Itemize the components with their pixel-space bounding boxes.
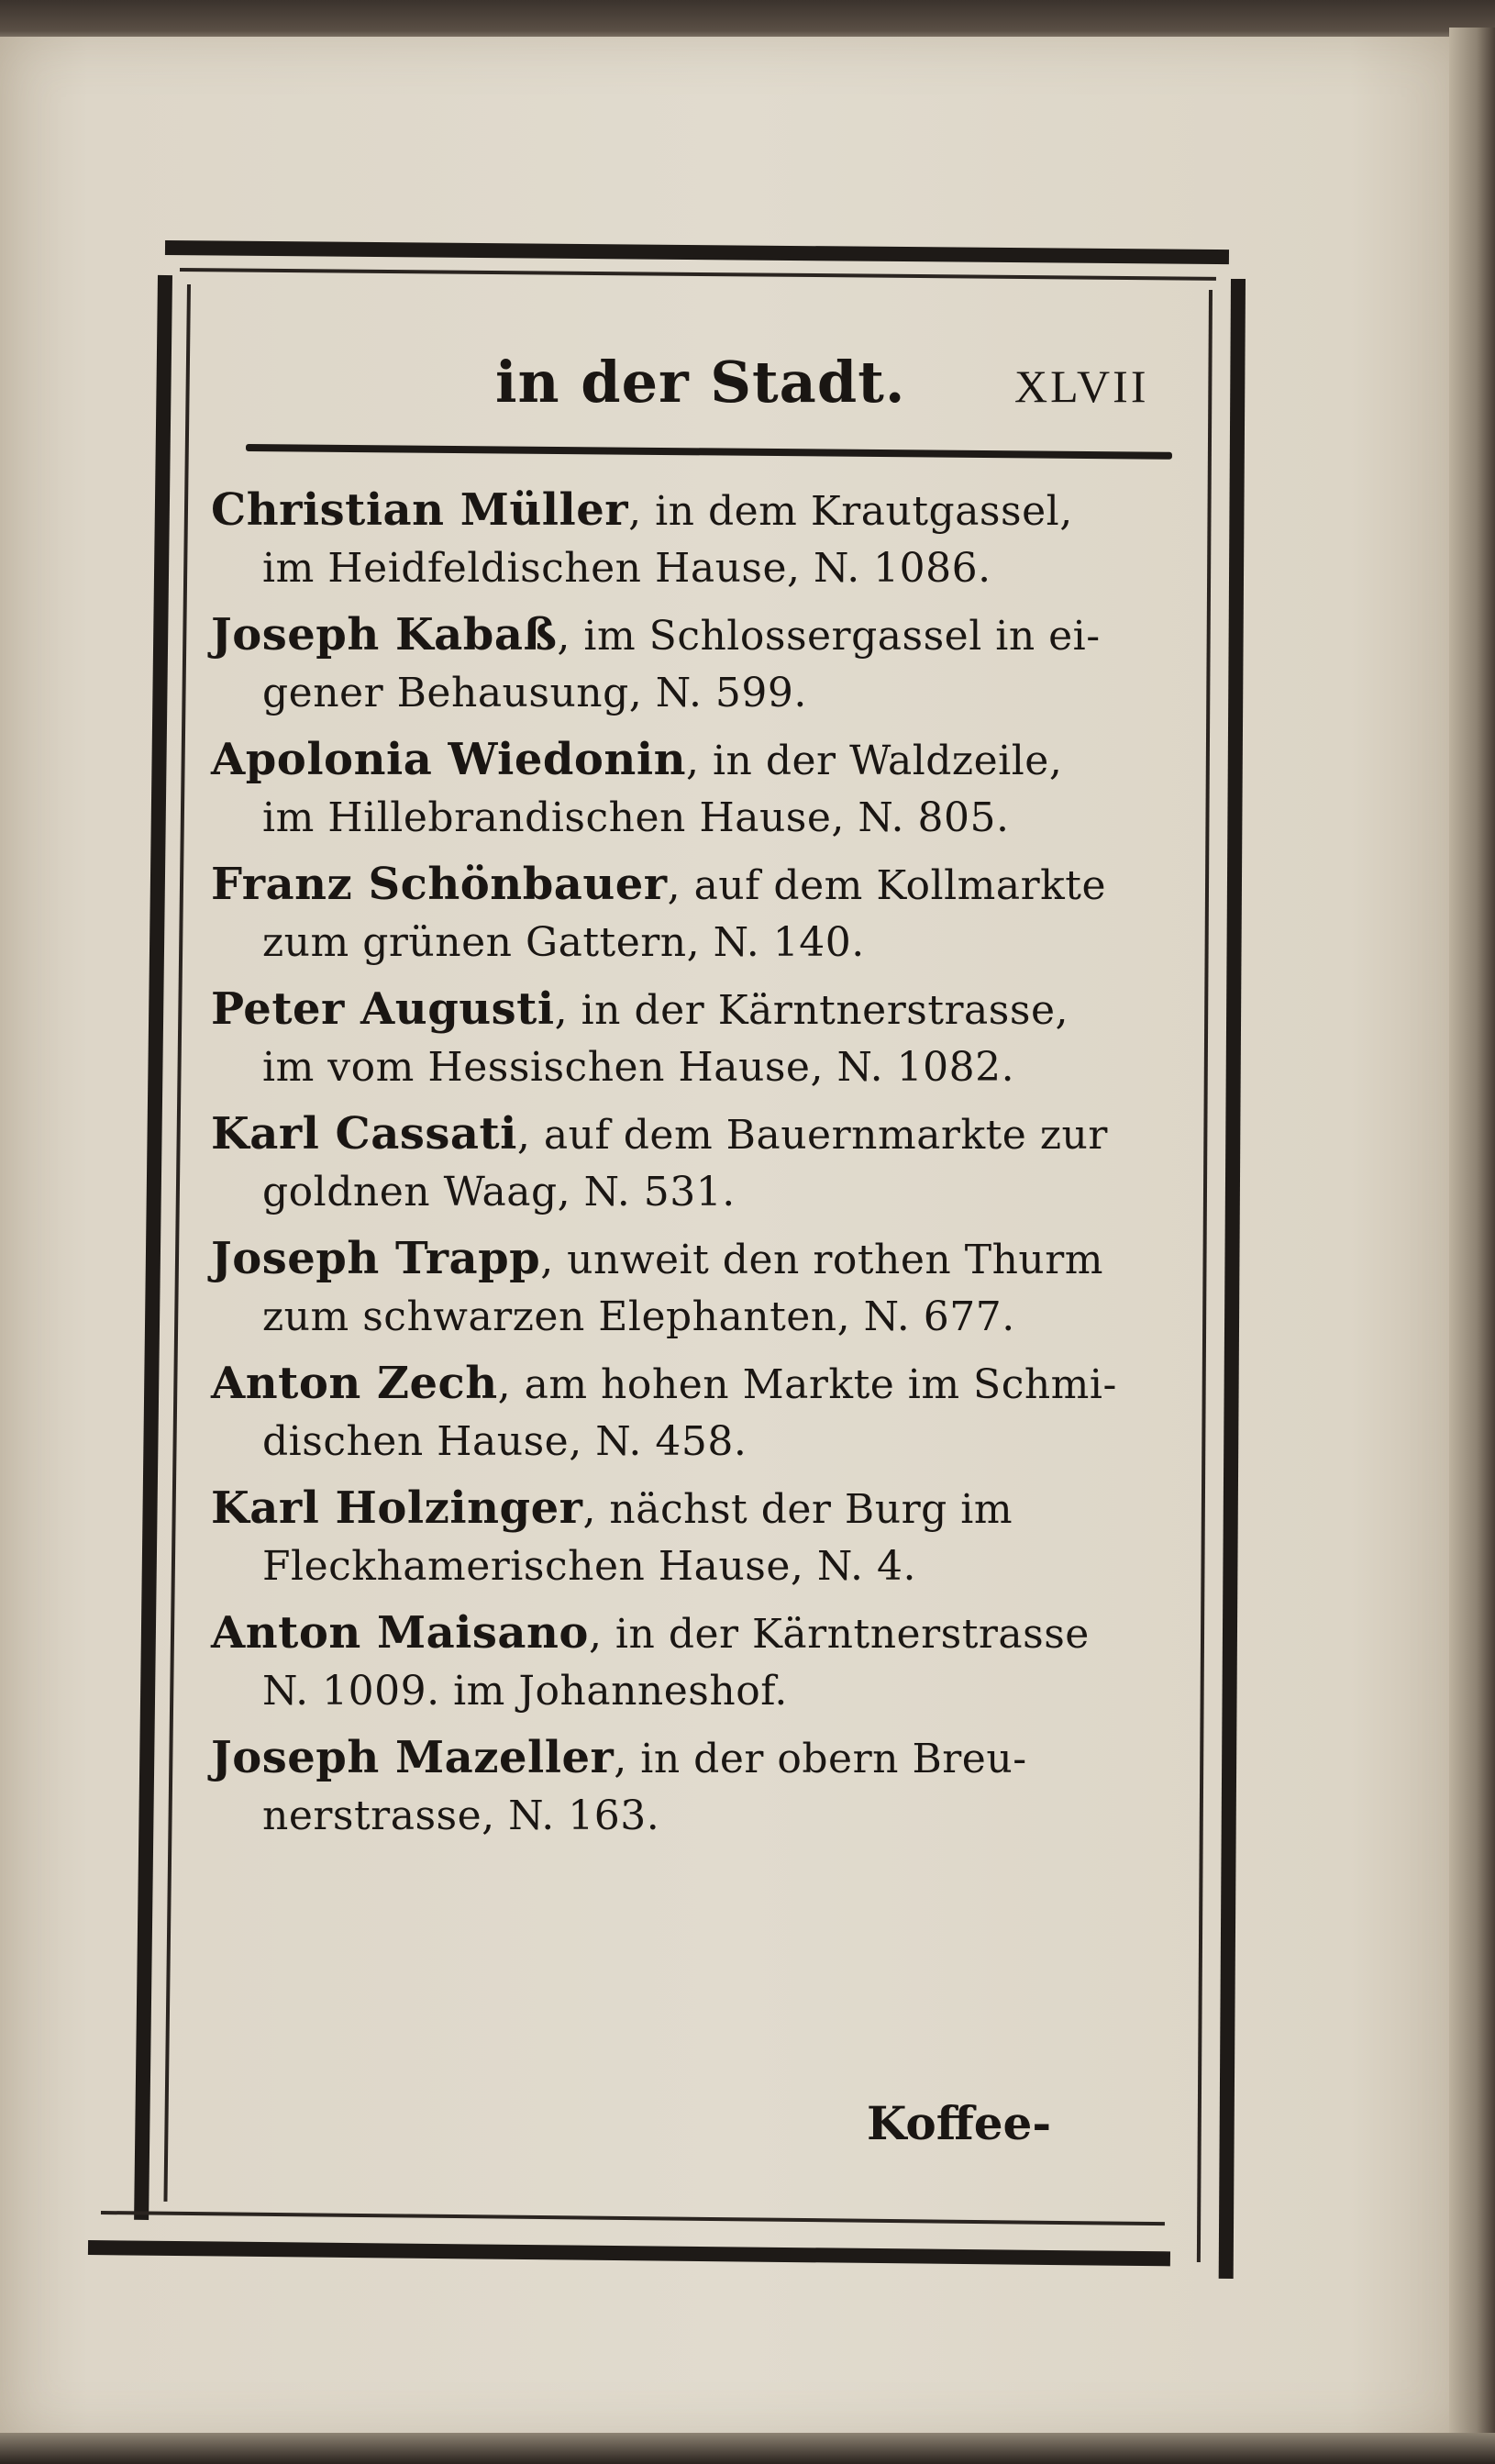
entry-address: , auf dem Kollmarkte: [667, 862, 1107, 909]
book-bottom-edge: [0, 2433, 1495, 2464]
entry-continuation: zum schwarzen Elephanten, N. 677.: [262, 1293, 1015, 1340]
entry-address: , nächst der Burg im: [582, 1486, 1013, 1533]
entry: [211, 1230, 1192, 1346]
page-number: XLVII: [1014, 361, 1149, 412]
entry-continuation: gener Behausung, N. 599.: [262, 670, 807, 716]
entry-continuation: goldnen Waag, N. 531.: [262, 1169, 736, 1215]
entry-name: Anton Maisano: [211, 1607, 589, 1659]
entry-address: , in der Kärntnerstrasse: [588, 1611, 1090, 1658]
entry: [211, 482, 1192, 597]
entry-name: Joseph Mazeller: [211, 1732, 615, 1783]
entry-name: Karl Holzinger: [211, 1482, 583, 1534]
entry-address: , in der obern Breu-: [614, 1736, 1027, 1782]
entry: [211, 1729, 1192, 1845]
entry: [211, 981, 1192, 1096]
entry-address: , auf dem Bauernmarkte zur: [516, 1112, 1108, 1159]
entry-continuation: im Hillebrandischen Hause, N. 805.: [262, 794, 1010, 841]
entry-address: , in der Kärntnerstrasse,: [554, 987, 1069, 1034]
entry-name: Christian Müller: [211, 484, 629, 536]
entry: [211, 1355, 1192, 1471]
entry-name: Peter Augusti: [211, 983, 555, 1035]
entry-continuation: Fleckhamerischen Hause, N. 4.: [262, 1543, 916, 1590]
entry: [211, 606, 1192, 722]
entry: [211, 1480, 1192, 1595]
entry-continuation: N. 1009. im Johanneshof.: [262, 1668, 788, 1715]
entry-address: , am hohen Markte im Schmi-: [497, 1361, 1117, 1408]
entry-name: Joseph Kabaß: [211, 609, 558, 660]
entry-continuation: zum grünen Gattern, N. 140.: [262, 919, 865, 966]
entry-address: , im Schlossergassel in ei-: [557, 613, 1101, 660]
entry: [211, 731, 1192, 847]
entry-name: Apolonia Wiedonin: [211, 734, 686, 785]
entry-name: Franz Schönbauer: [211, 859, 668, 910]
entry: [211, 1105, 1192, 1221]
entry-address: , in dem Krautgassel,: [628, 488, 1073, 535]
entry-name: Anton Zech: [211, 1358, 498, 1409]
directory-entries: [211, 482, 1192, 1854]
entry-name: Joseph Trapp: [211, 1233, 541, 1284]
entry-address: , in der Waldzeile,: [685, 738, 1063, 784]
running-head: in der Stadt.: [495, 349, 906, 416]
entry-continuation: im Heidfeldischen Hause, N. 1086.: [262, 545, 991, 592]
catchword: Koffee-: [867, 2096, 1052, 2150]
entry-name: Karl Cassati: [211, 1108, 517, 1160]
entry-address: , unweit den rothen Thurm: [540, 1237, 1104, 1283]
page-fore-edge: [1449, 28, 1495, 2449]
entry-continuation: dischen Hause, N. 458.: [262, 1418, 748, 1465]
entry: [211, 856, 1192, 971]
entry-continuation: im vom Hessischen Hause, N. 1082.: [262, 1044, 1015, 1091]
entry-continuation: nerstrasse, N. 163.: [262, 1793, 660, 1839]
entry: [211, 1604, 1192, 1720]
